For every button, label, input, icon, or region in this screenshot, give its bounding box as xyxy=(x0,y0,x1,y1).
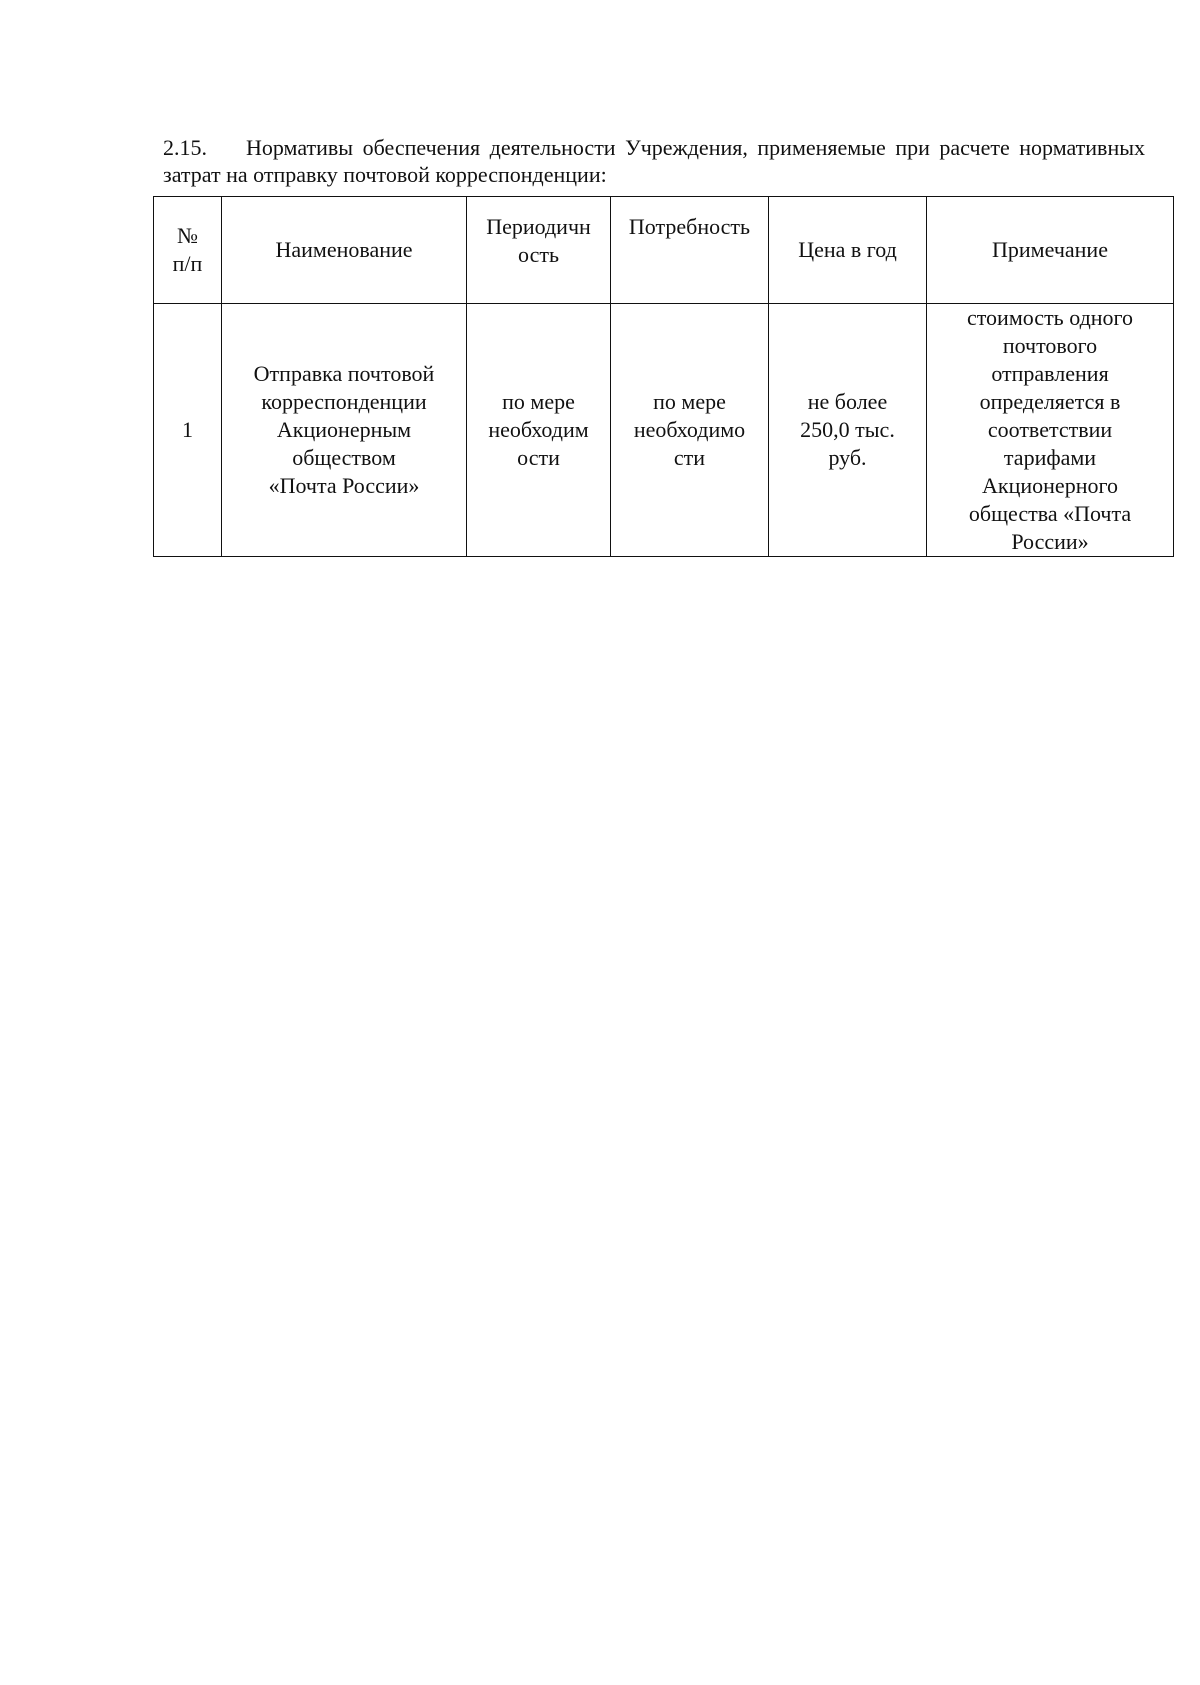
table-row xyxy=(154,304,1174,557)
cell-name: Отправка почтовой корреспонденции Акционерным обществом «Почта России» xyxy=(222,304,467,557)
header-periodicity: Периодичн ость xyxy=(467,197,611,304)
header-row xyxy=(154,197,1174,304)
header-need: Потребность xyxy=(611,197,769,304)
norms-table xyxy=(153,196,1174,557)
header-num: № п/п xyxy=(154,197,222,304)
intro-paragraph xyxy=(163,134,1145,188)
table-body xyxy=(154,304,1174,557)
cell-periodicity: по мере необходим ости xyxy=(467,304,611,557)
cell-note: стоимость одного почтового отправления определяется в соответствии тарифами Акционерного общества «Почта России» xyxy=(927,304,1174,557)
cell-num: 1 xyxy=(154,304,222,557)
paragraph-number: 2.15. xyxy=(163,135,207,160)
cell-price: не более 250,0 тыс. руб. xyxy=(769,304,927,557)
cell-need: по мере необходимо сти xyxy=(611,304,769,557)
header-name: Наименование xyxy=(222,197,467,304)
header-price: Цена в год xyxy=(769,197,927,304)
paragraph-text: Нормативы обеспечения деятельности Учреждения, применяемые при расчете нормативных затрат на отправку почтовой корреспонденции: xyxy=(163,135,1145,187)
header-note: Примечание xyxy=(927,197,1174,304)
table-header xyxy=(154,197,1174,304)
